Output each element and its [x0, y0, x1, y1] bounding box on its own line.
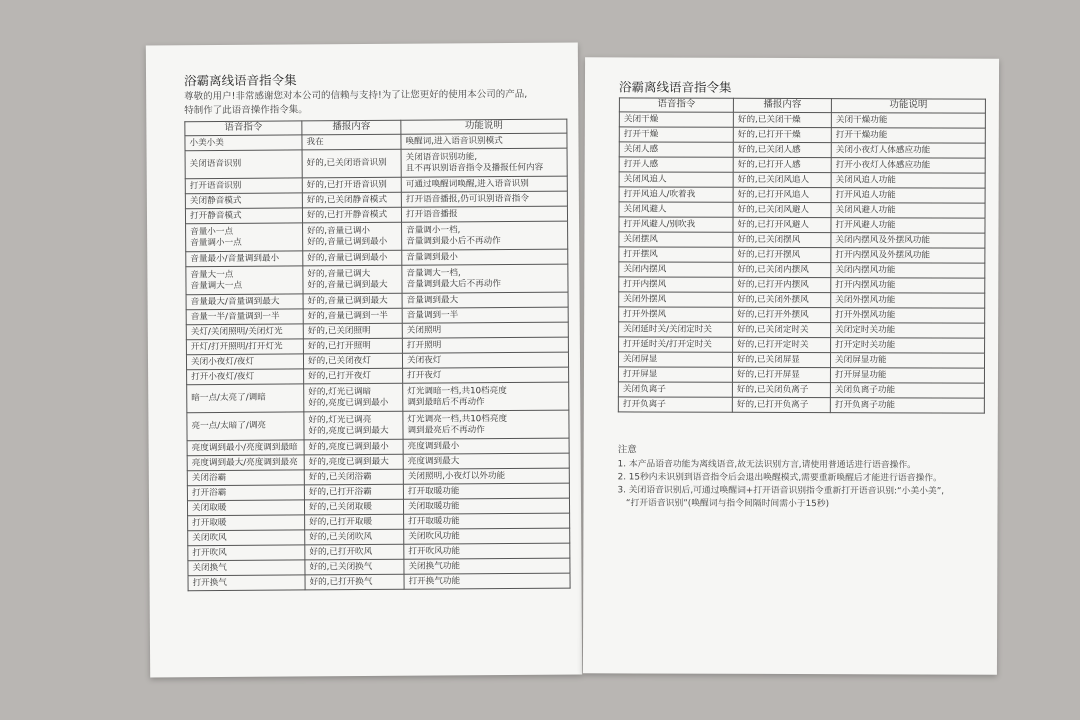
table-row — [619, 112, 985, 128]
cell-function: 音量调小一档, 音量调到最小后不再动作 — [402, 221, 568, 250]
cell-function: 关闭吹风功能 — [404, 528, 570, 544]
cell-command: 关灯/关闭照明/关闭灯光 — [186, 324, 303, 340]
table-header-row — [619, 98, 985, 113]
right-page — [583, 57, 999, 674]
cell-broadcast: 好的,已关闭干燥 — [733, 112, 831, 127]
cell-function: 打开内摆风功能 — [831, 278, 985, 294]
cell-broadcast: 好的,已打开风追人 — [733, 187, 831, 202]
table-row — [618, 382, 984, 398]
table-row — [619, 202, 985, 218]
table-row — [619, 142, 985, 158]
cell-command: 关闭换气 — [188, 560, 305, 576]
cell-command: 暗一点/太亮了/调暗 — [187, 384, 304, 413]
table-row — [619, 277, 985, 293]
cell-function: 打开屏显功能 — [830, 368, 984, 384]
table-row — [619, 337, 985, 353]
table-row — [619, 307, 985, 323]
cell-function: 音量调到一半 — [402, 307, 568, 323]
cell-function: 打开夜灯 — [403, 367, 569, 383]
cell-command: 打开延时关/打开定时关 — [619, 337, 733, 352]
table-row — [619, 232, 985, 248]
voice-command-table-right — [618, 97, 986, 413]
intro-line-1: 尊敬的用户!非常感谢您对本公司的信赖与支持!为了让您更好的使用本公司的产品, — [184, 88, 528, 103]
cell-broadcast: 好的,已关闭静音模式 — [302, 192, 401, 208]
cell-broadcast: 好的,已关闭人感 — [733, 142, 831, 157]
header-broadcast: 播报内容 — [733, 98, 831, 112]
cell-function: 关闭定时关功能 — [831, 323, 985, 339]
cell-function: 关闭风追人功能 — [831, 173, 985, 189]
cell-broadcast: 好的,已打开屏显 — [732, 367, 830, 382]
cell-broadcast: 好的,已关闭换气 — [305, 559, 404, 575]
cell-broadcast: 好的,已关闭风避人 — [733, 202, 831, 217]
cell-broadcast: 好的,音量已调小 好的,音量已调到最小 — [303, 222, 402, 251]
cell-function: 打开外摆风功能 — [831, 308, 985, 324]
cell-broadcast: 好的,已关闭风追人 — [733, 172, 831, 187]
cell-broadcast: 好的,已打开取暖 — [305, 514, 404, 530]
cell-broadcast: 好的,已关闭负离子 — [732, 382, 830, 397]
cell-broadcast: 好的,已关闭内摆风 — [733, 262, 831, 277]
table-row — [619, 127, 985, 143]
cell-broadcast: 好的,已打开吹风 — [305, 544, 404, 560]
cell-broadcast: 好的,已关闭语音识别 — [302, 149, 401, 178]
cell-broadcast: 好的,已打开照明 — [303, 338, 402, 354]
cell-command: 关闭静音模式 — [185, 193, 302, 209]
table-row — [618, 397, 984, 413]
table-row — [185, 148, 567, 179]
cell-function: 灯光调暗一档,共10档亮度 调到最暗后不再动作 — [403, 382, 569, 411]
header-function: 功能说明 — [831, 99, 985, 114]
cell-command: 关闭干燥 — [619, 112, 733, 127]
cell-command: 打开屏显 — [618, 367, 732, 382]
cell-command: 打开风追人/吹着我 — [619, 187, 733, 202]
cell-function: 打开小夜灯人体感应功能 — [831, 158, 985, 174]
cell-function: 关闭夜灯 — [402, 352, 568, 368]
cell-broadcast: 好的,已打开定时关 — [733, 337, 831, 352]
cell-broadcast: 好的,已打开摆风 — [733, 247, 831, 262]
cell-function: 打开负离子功能 — [830, 398, 984, 414]
cell-command: 关闭吹风 — [188, 530, 305, 546]
cell-broadcast: 好的,音量已调到最小 — [303, 250, 402, 266]
cell-command: 音量最小/音量调到最小 — [186, 251, 303, 267]
table-row — [187, 410, 569, 441]
cell-function: 打开定时关功能 — [831, 338, 985, 354]
cell-command: 打开外摆风 — [619, 307, 733, 322]
cell-function: 打开取暖功能 — [403, 483, 569, 499]
cell-function: 打开取暖功能 — [404, 513, 570, 529]
left-page — [146, 42, 582, 677]
cell-broadcast: 好的,亮度已调到最小 — [304, 439, 403, 455]
notes-section — [617, 443, 944, 511]
cell-function: 打开照明 — [402, 337, 568, 353]
cell-function: 打开风避人功能 — [831, 218, 985, 234]
cell-function: 打开语音播报,仍可识别语音指令 — [401, 191, 567, 207]
intro-text — [184, 88, 527, 118]
cell-broadcast: 好的,音量已调大 好的,音量已调到最大 — [303, 265, 402, 294]
cell-function: 关闭内摆风功能 — [831, 263, 985, 279]
cell-broadcast: 好的,已打开干燥 — [733, 127, 831, 142]
cell-function: 唤醒词,进入语音识别模式 — [401, 133, 567, 149]
cell-function: 打开内摆风及外摆风功能 — [831, 248, 985, 264]
cell-command: 打开静音模式 — [185, 208, 302, 224]
cell-command: 打开吹风 — [188, 545, 305, 561]
cell-function: 音量调到最小 — [402, 249, 568, 265]
cell-function: 亮度调到最大 — [403, 453, 569, 469]
cell-command: 打开风避人/别吹我 — [619, 217, 733, 232]
cell-command: 关闭屏显 — [618, 352, 732, 367]
cell-function: 关闭负离子功能 — [830, 383, 984, 399]
page-title: 浴霸离线语音指令集 — [183, 72, 297, 89]
table-row — [619, 247, 985, 263]
cell-command: 关闭外摆风 — [619, 292, 733, 307]
cell-broadcast: 好的,亮度已调到最大 — [304, 454, 403, 470]
cell-function: 关闭照明,小夜灯以外功能 — [403, 468, 569, 484]
cell-command: 关闭小夜灯/夜灯 — [186, 354, 303, 370]
cell-command: 关闭负离子 — [618, 382, 732, 397]
cell-command: 音量最大/音量调到最大 — [186, 294, 303, 310]
cell-broadcast: 好的,已关闭定时关 — [733, 322, 831, 337]
cell-function: 打开吹风功能 — [404, 543, 570, 559]
cell-command: 关闭浴霸 — [187, 470, 304, 486]
page-title: 浴霸离线语音指令集 — [618, 79, 732, 95]
table-row — [186, 221, 568, 252]
table-row — [619, 322, 985, 338]
cell-command: 关闭语音识别 — [185, 150, 302, 179]
cell-broadcast: 好的,已打开夜灯 — [304, 368, 403, 384]
cell-broadcast: 好的,已关闭吹风 — [305, 529, 404, 545]
cell-function: 打开风追人功能 — [831, 188, 985, 204]
cell-command: 亮度调到最小/亮度调到最暗 — [187, 440, 304, 456]
cell-broadcast: 好的,已打开风避人 — [733, 217, 831, 232]
cell-broadcast: 好的,已打开换气 — [305, 574, 404, 590]
table-row — [618, 367, 984, 383]
cell-function: 可通过唤醒词唤醒,进入语音识别 — [401, 176, 567, 192]
cell-broadcast: 好的,灯光已调亮 好的,亮度已调到最大 — [304, 411, 403, 440]
note-item: 3. 关闭语音识别后,可通过唤醒词+打开语音识别指令重新打开语音识别:“小美小美”, — [617, 485, 945, 497]
cell-function: 关闭换气功能 — [404, 558, 570, 574]
intro-line-2: 特制作了此语音操作指令集。 — [184, 104, 308, 117]
cell-broadcast: 好的,已关闭照明 — [303, 323, 402, 339]
table-row — [619, 157, 985, 173]
cell-command: 亮度调到最大/亮度调到最亮 — [187, 455, 304, 471]
cell-function: 亮度调到最小 — [403, 438, 569, 454]
cell-function: 打开换气功能 — [404, 573, 570, 589]
table-row — [619, 217, 985, 233]
header-command: 语音指令 — [185, 121, 302, 136]
cell-command: 打开负离子 — [618, 397, 732, 412]
cell-command: 打开人感 — [619, 157, 733, 172]
cell-command: 关闭风避人 — [619, 202, 733, 217]
cell-command: 打开内摆风 — [619, 277, 733, 292]
header-command: 语音指令 — [619, 98, 733, 112]
notes-title: 注意 — [617, 444, 637, 456]
cell-broadcast: 我在 — [302, 134, 401, 150]
header-broadcast: 播报内容 — [302, 120, 401, 135]
cell-command: 关闭延时关/关闭定时关 — [619, 322, 733, 337]
cell-broadcast: 好的,已关闭浴霸 — [304, 469, 403, 485]
cell-function: 关闭取暖功能 — [403, 498, 569, 514]
cell-broadcast: 好的,已打开静音模式 — [302, 207, 401, 223]
cell-function: 打开干燥功能 — [831, 128, 985, 144]
cell-command: 亮一点/太暗了/调亮 — [187, 412, 304, 441]
cell-broadcast: 好的,已打开浴霸 — [304, 484, 403, 500]
cell-command: 音量小一点 音量调小一点 — [186, 223, 303, 252]
cell-command: 关闭取暖 — [187, 500, 304, 516]
cell-broadcast: 好的,已打开语音识别 — [302, 177, 401, 193]
table-row — [619, 292, 985, 308]
cell-function: 音量调大一档, 音量调到最大后不再动作 — [402, 264, 568, 293]
cell-broadcast: 好的,音量已调到最大 — [303, 293, 402, 309]
cell-command: 小美小美 — [185, 135, 302, 151]
cell-command: 关闭风追人 — [619, 172, 733, 187]
cell-broadcast: 好的,已打开人感 — [733, 157, 831, 172]
cell-broadcast: 好的,已打开内摆风 — [733, 277, 831, 292]
table-row — [186, 264, 568, 295]
cell-function: 打开语音播报 — [401, 206, 567, 222]
table-row — [618, 352, 984, 368]
cell-broadcast: 好的,已关闭摆风 — [733, 232, 831, 247]
note-item: “打开语音识别”(唤醒词与指令间隔时间需小于15秒) — [617, 498, 830, 510]
cell-function: 灯光调亮一档,共10档亮度 调到最亮后不再动作 — [403, 410, 569, 439]
cell-function: 关闭风避人功能 — [831, 203, 985, 219]
cell-function: 关闭小夜灯人体感应功能 — [831, 143, 985, 159]
table-row — [619, 187, 985, 203]
cell-function: 关闭屏显功能 — [830, 353, 984, 369]
cell-function: 关闭内摆风及外摆风功能 — [831, 233, 985, 249]
cell-command: 打开语音识别 — [185, 178, 302, 194]
voice-command-table-left — [184, 119, 570, 592]
cell-broadcast: 好的,灯光已调暗 好的,亮度已调到最小 — [304, 383, 403, 412]
cell-command: 关闭内摆风 — [619, 262, 733, 277]
note-item: 2. 15秒内未识别到语音指令后会退出唤醒模式,需要重新唤醒后才能进行语音操作。 — [617, 472, 942, 484]
cell-command: 打开取暖 — [188, 515, 305, 531]
cell-command: 关闭人感 — [619, 142, 733, 157]
cell-command: 关闭摆风 — [619, 232, 733, 247]
table-row — [619, 172, 985, 188]
table-row — [187, 382, 569, 413]
cell-command: 打开换气 — [188, 575, 305, 591]
cell-function: 关闭干燥功能 — [831, 113, 985, 129]
cell-command: 打开摆风 — [619, 247, 733, 262]
note-item: 1. 本产品语音功能为离线语音,故无法识别方言,请使用普通话进行语音操作。 — [617, 459, 916, 471]
cell-function: 关闭语音识别功能, 且不再识别语音指令及播报任何内容 — [401, 148, 567, 177]
cell-function: 音量调到最大 — [402, 292, 568, 308]
cell-broadcast: 好的,音量已调到一半 — [303, 308, 402, 324]
cell-broadcast: 好的,已关闭夜灯 — [303, 353, 402, 369]
cell-command: 音量一半/音量调到一半 — [186, 309, 303, 325]
table-row — [619, 262, 985, 278]
table-row — [188, 573, 570, 591]
cell-command: 音量大一点 音量调大一点 — [186, 266, 303, 295]
cell-broadcast: 好的,已打开外摆风 — [733, 307, 831, 322]
cell-function: 关闭照明 — [402, 322, 568, 338]
cell-broadcast: 好的,已关闭取暖 — [304, 499, 403, 515]
cell-broadcast: 好的,已关闭屏显 — [732, 352, 830, 367]
header-function: 功能说明 — [401, 119, 567, 134]
cell-command: 打开浴霸 — [187, 485, 304, 501]
cell-command: 打开干燥 — [619, 127, 733, 142]
cell-command: 开灯/打开照明/打开灯光 — [186, 339, 303, 355]
cell-broadcast: 好的,已关闭外摆风 — [733, 292, 831, 307]
cell-broadcast: 好的,已打开负离子 — [732, 397, 830, 412]
cell-function: 关闭外摆风功能 — [831, 293, 985, 309]
cell-command: 打开小夜灯/夜灯 — [187, 369, 304, 385]
